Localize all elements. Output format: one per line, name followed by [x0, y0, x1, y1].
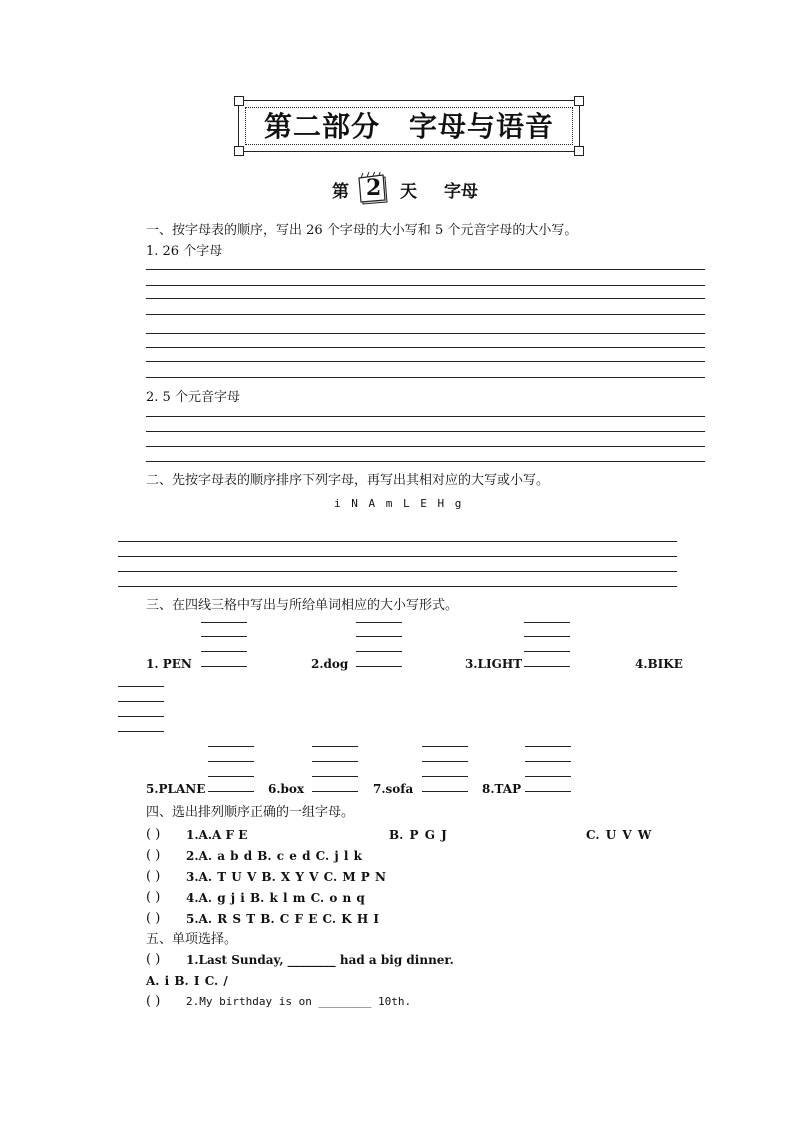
- part-title: 第二部分 字母与语音: [263, 110, 554, 143]
- day-prefix: 第: [332, 182, 349, 202]
- writing-line: [146, 347, 705, 348]
- day-topic: 字母: [444, 182, 478, 202]
- grid-line: [422, 761, 468, 762]
- grid-line: [208, 761, 254, 762]
- q4-1-option-a: 1.A.A F E: [186, 828, 248, 842]
- grid-line: [525, 746, 571, 747]
- grid-line: [422, 746, 468, 747]
- section-3-heading: 三、在四线三格中写出与所给单词相应的大小写形式。: [146, 598, 459, 613]
- answer-paren[interactable]: ( ): [146, 827, 161, 842]
- grid-line: [525, 776, 571, 777]
- writing-line: [118, 571, 677, 572]
- grid-line: [118, 716, 164, 717]
- section-5-heading: 五、单项选择。: [146, 932, 238, 947]
- writing-line: [146, 431, 705, 432]
- part-title-banner: [238, 100, 580, 152]
- day-number: 2: [366, 175, 382, 201]
- grid-line: [525, 791, 571, 792]
- writing-line: [146, 416, 705, 417]
- section-1-heading: 一、按字母表的顺序，写出 26 个字母的大小写和 5 个元音字母的大小写。: [146, 223, 578, 238]
- writing-line: [146, 298, 705, 299]
- grid-line: [118, 701, 164, 702]
- grid-line: [208, 746, 254, 747]
- grid-line: [118, 731, 164, 732]
- q4-2: 2.A. a b d B. c e d C. j l k: [186, 849, 362, 863]
- letter-sequence: i N A m L E H g: [334, 497, 462, 510]
- grid-line: [201, 666, 247, 667]
- grid-line: [118, 686, 164, 687]
- grid-line: [312, 746, 358, 747]
- writing-line: [146, 333, 705, 334]
- q5-1-options: A. i B. I C. /: [146, 974, 228, 988]
- writing-line: [118, 586, 677, 587]
- grid-line: [312, 761, 358, 762]
- grid-line: [356, 636, 402, 637]
- grid-line: [525, 761, 571, 762]
- word-6: 6.box: [268, 782, 305, 796]
- word-2: 2.dog: [311, 657, 349, 671]
- word-1: 1. PEN: [146, 657, 192, 671]
- grid-line: [356, 651, 402, 652]
- writing-line: [118, 541, 677, 542]
- writing-line: [146, 285, 705, 286]
- grid-line: [201, 636, 247, 637]
- word-7: 7.sofa: [373, 782, 414, 796]
- answer-paren[interactable]: ( ): [146, 848, 161, 863]
- banner-corner: [234, 146, 244, 156]
- word-4: 4.BIKE: [635, 657, 683, 671]
- grid-line: [524, 622, 570, 623]
- section-2-heading: 二、先按字母表的顺序排序下列字母，再写出其相对应的大写或小写。: [146, 473, 550, 488]
- writing-line: [146, 269, 705, 270]
- answer-paren[interactable]: ( ): [146, 890, 161, 905]
- section-4-heading: 四、选出排列顺序正确的一组字母。: [146, 805, 355, 820]
- section-1-sub-2: 2. 5 个元音字母: [146, 390, 240, 405]
- q4-1-option-b: B. P G J: [389, 828, 447, 842]
- grid-line: [201, 622, 247, 623]
- grid-line: [312, 791, 358, 792]
- grid-line: [524, 666, 570, 667]
- answer-paren[interactable]: ( ): [146, 869, 161, 884]
- grid-line: [312, 776, 358, 777]
- answer-paren[interactable]: ( ): [146, 911, 161, 926]
- word-8: 8.TAP: [482, 782, 522, 796]
- grid-line: [201, 651, 247, 652]
- grid-line: [208, 791, 254, 792]
- banner-corner: [574, 96, 584, 106]
- q4-3: 3.A. T U V B. X Y V C. M P N: [186, 870, 386, 884]
- writing-line: [118, 556, 677, 557]
- banner-corner: [234, 96, 244, 106]
- q5-1: 1.Last Sunday, ________ had a big dinner.: [186, 953, 454, 967]
- q5-2: 2.My birthday is on ________ 10th.: [186, 995, 412, 1008]
- q4-1-option-c: C. U V W: [586, 828, 652, 842]
- grid-line: [524, 636, 570, 637]
- writing-line: [146, 461, 705, 462]
- answer-paren[interactable]: ( ): [146, 994, 161, 1009]
- day-suffix: 天: [400, 182, 417, 202]
- grid-line: [422, 776, 468, 777]
- grid-line: [422, 791, 468, 792]
- grid-line: [524, 651, 570, 652]
- calendar-icon: [357, 172, 391, 206]
- q4-4: 4.A. g j i B. k l m C. o n q: [186, 891, 365, 905]
- answer-paren[interactable]: ( ): [146, 952, 161, 967]
- word-3: 3.LIGHT: [465, 657, 523, 671]
- banner-corner: [574, 146, 584, 156]
- q4-5: 5.A. R S T B. C F E C. K H I: [186, 912, 379, 926]
- writing-line: [146, 361, 705, 362]
- word-5: 5.PLANE: [146, 782, 206, 796]
- grid-line: [356, 622, 402, 623]
- section-1-sub-1: 1. 26 个字母: [146, 244, 223, 259]
- writing-line: [146, 314, 705, 315]
- writing-line: [146, 377, 705, 378]
- writing-line: [146, 446, 705, 447]
- grid-line: [356, 666, 402, 667]
- grid-line: [208, 776, 254, 777]
